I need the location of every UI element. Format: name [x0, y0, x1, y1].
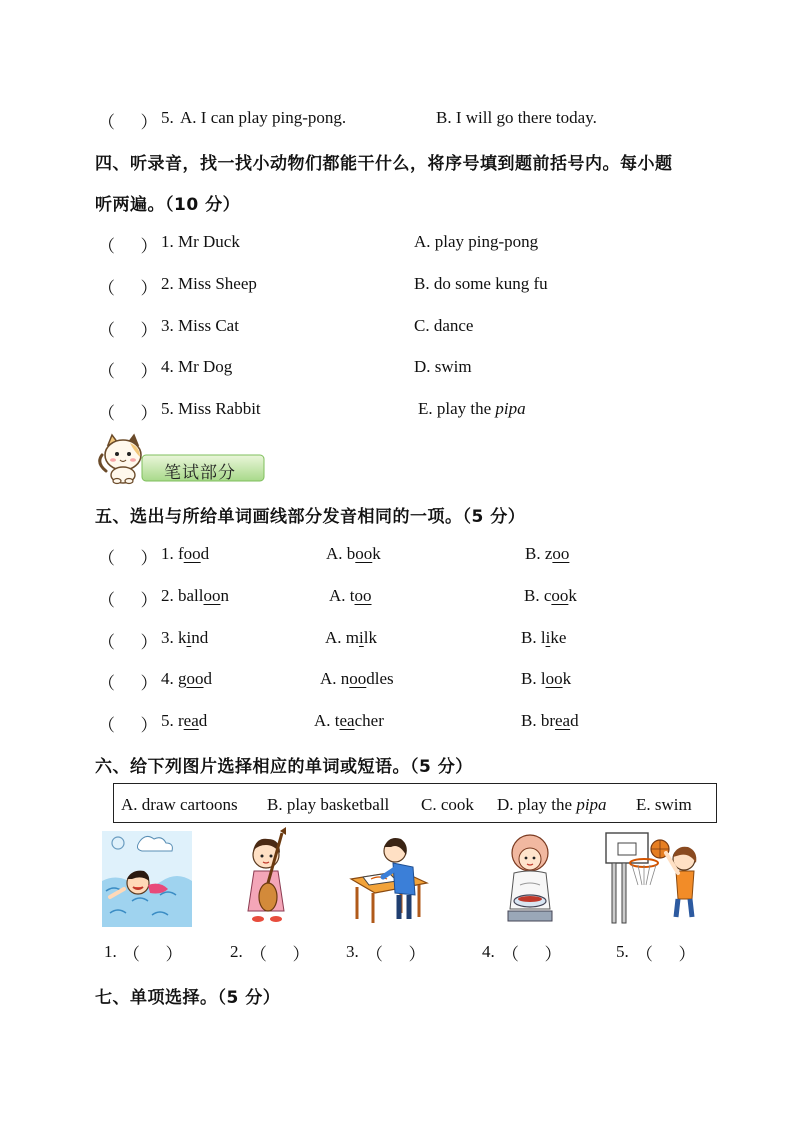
given-word — [161, 711, 207, 731]
option-label: B. — [521, 669, 541, 688]
answer-paren[interactable]: （ ） — [123, 945, 183, 964]
underlined-part: ea — [339, 711, 355, 730]
ability-option-text: E. play the — [418, 399, 496, 418]
word-part: l — [540, 669, 546, 688]
word-part: c — [543, 586, 552, 605]
picture-number: 5. — [616, 942, 629, 961]
word-part: b — [346, 544, 356, 563]
option-a — [329, 586, 372, 606]
question-number: 3. — [161, 628, 174, 647]
underlined-part: ea — [183, 711, 199, 730]
option-a — [314, 711, 384, 731]
animal-name: 4. Mr Dog — [161, 357, 233, 376]
section4-title-line1: 四、听录音，找一找小动物们都能干什么，将序号填到题前括号内。每小题 — [95, 154, 673, 174]
word-part: nd — [191, 628, 209, 647]
word-part: k — [178, 628, 187, 647]
given-word — [161, 669, 212, 689]
word-part: t — [349, 586, 355, 605]
answer-paren[interactable]: （ ） — [636, 945, 696, 964]
section7-title: 七、单项选择。（5 分） — [95, 988, 281, 1008]
word-part: g — [178, 669, 187, 688]
option-b — [524, 586, 577, 606]
picture-number: 2. — [230, 942, 243, 961]
answer-paren[interactable]: （ ） — [98, 237, 158, 256]
given-word — [161, 628, 208, 648]
answer-paren[interactable]: （ ） — [98, 404, 158, 423]
word-part: k — [372, 544, 381, 563]
drawing-picture-icon — [349, 833, 429, 925]
option-e: E. swim — [636, 795, 692, 814]
banner-label: 笔试部分 — [164, 463, 236, 483]
answer-paren[interactable]: （ ） — [98, 716, 158, 735]
underlined-part: ea — [555, 711, 571, 730]
question-number: 4. — [161, 669, 174, 688]
answer-paren[interactable]: （ ） — [98, 321, 158, 340]
option-a — [320, 669, 394, 689]
section4-title-line2: 听两遍。（10 分） — [95, 195, 241, 215]
section5-title: 五、选出与所给单词画线部分发音相同的一项。（5 分） — [95, 507, 526, 527]
underlined-part: oo — [552, 544, 570, 563]
answer-paren[interactable]: （ ） — [366, 945, 426, 964]
answer-paren[interactable]: （ ） — [98, 674, 158, 693]
answer-paren[interactable]: （ ） — [98, 279, 158, 298]
underlined-part: i — [359, 628, 364, 647]
underlined-part: oo — [183, 544, 201, 563]
ability-option: C. dance — [414, 316, 474, 335]
word-part: k — [568, 586, 577, 605]
underlined-part: oo — [545, 669, 563, 688]
underlined-part: i — [186, 628, 192, 647]
option-italic: pipa — [576, 795, 607, 814]
word-part: n — [220, 586, 229, 605]
swimming-picture-icon — [102, 831, 192, 927]
answer-paren[interactable]: （ ） — [98, 549, 158, 568]
question-number: 5. — [161, 711, 174, 730]
option-a: A. draw cartoons — [121, 795, 238, 814]
option-b: B. I will go there today. — [436, 108, 597, 127]
ability-option-italic: pipa — [495, 399, 526, 418]
word-part: dles — [366, 669, 394, 688]
basketball-picture-icon — [604, 829, 714, 925]
given-word — [161, 544, 209, 564]
question-number: 1. — [161, 544, 174, 563]
written-part-banner — [94, 433, 266, 485]
word-part: br — [540, 711, 556, 730]
question-number: 2. — [161, 586, 174, 605]
word-part: l — [540, 628, 546, 647]
answer-paren[interactable]: （ ） — [98, 591, 158, 610]
underlined-part: oo — [186, 669, 204, 688]
picture-number: 4. — [482, 942, 495, 961]
option-b — [521, 711, 579, 731]
pipa-picture-icon — [238, 827, 298, 925]
option-label: A. — [314, 711, 335, 730]
picture-number: 1. — [104, 942, 117, 961]
option-a — [325, 628, 377, 648]
option-a: A. I can play ping-pong. — [180, 108, 347, 127]
word-part: d — [203, 669, 212, 688]
word-part: d — [200, 544, 210, 563]
animal-name: 5. Miss Rabbit — [161, 399, 261, 418]
option-b — [521, 628, 566, 648]
option-label: B. — [525, 544, 545, 563]
option-label: B. — [524, 586, 544, 605]
option-label: A. — [329, 586, 350, 605]
underlined-part: oo — [349, 669, 367, 688]
question-number: 5. — [161, 108, 174, 127]
option-label: B. — [521, 711, 541, 730]
option-b — [525, 544, 569, 564]
word-part: ke — [550, 628, 567, 647]
cooking-picture-icon — [500, 829, 560, 925]
word-part: m — [345, 628, 360, 647]
option-label: A. — [320, 669, 341, 688]
ability-option: B. do some kung fu — [414, 274, 548, 293]
underlined-part: oo — [551, 586, 569, 605]
word-part: d — [570, 711, 579, 730]
word-part: ball — [178, 586, 204, 605]
section6-title: 六、给下列图片选择相应的单词或短语。（5 分） — [95, 757, 473, 777]
word-part: f — [178, 544, 184, 563]
option-c: C. cook — [421, 795, 474, 814]
word-part: cher — [354, 711, 384, 730]
underlined-part: oo — [203, 586, 221, 605]
answer-paren[interactable]: （ ） — [250, 945, 310, 964]
animal-name: 1. Mr Duck — [161, 232, 240, 251]
option-b: B. play basketball — [267, 795, 390, 814]
answer-paren[interactable]: （ ） — [98, 633, 158, 652]
word-part: n — [340, 669, 350, 688]
option-label: A. — [325, 628, 346, 647]
option-a — [326, 544, 381, 564]
underlined-part: oo — [354, 586, 372, 605]
given-word — [161, 586, 229, 606]
word-part: t — [334, 711, 340, 730]
option-d — [497, 795, 607, 815]
word-part: lk — [363, 628, 377, 647]
picture-number: 3. — [346, 942, 359, 961]
ability-option: A. play ping-pong — [414, 232, 539, 251]
option-b — [521, 669, 571, 689]
option-label: B. — [521, 628, 541, 647]
word-part: r — [178, 711, 184, 730]
word-part: z — [544, 544, 553, 563]
animal-name: 2. Miss Sheep — [161, 274, 257, 293]
word-part: d — [198, 711, 208, 730]
answer-paren[interactable]: （ ） — [502, 945, 562, 964]
answer-paren[interactable]: （ ） — [98, 362, 158, 381]
underlined-part: oo — [355, 544, 373, 563]
answer-paren[interactable]: （ ） — [98, 113, 158, 132]
option-label: A. — [326, 544, 347, 563]
word-part: k — [562, 669, 572, 688]
option-text: D. play the — [497, 795, 577, 814]
animal-name: 3. Miss Cat — [161, 316, 239, 335]
underlined-part: i — [545, 628, 551, 647]
ability-option — [418, 399, 526, 419]
ability-option: D. swim — [414, 357, 472, 376]
